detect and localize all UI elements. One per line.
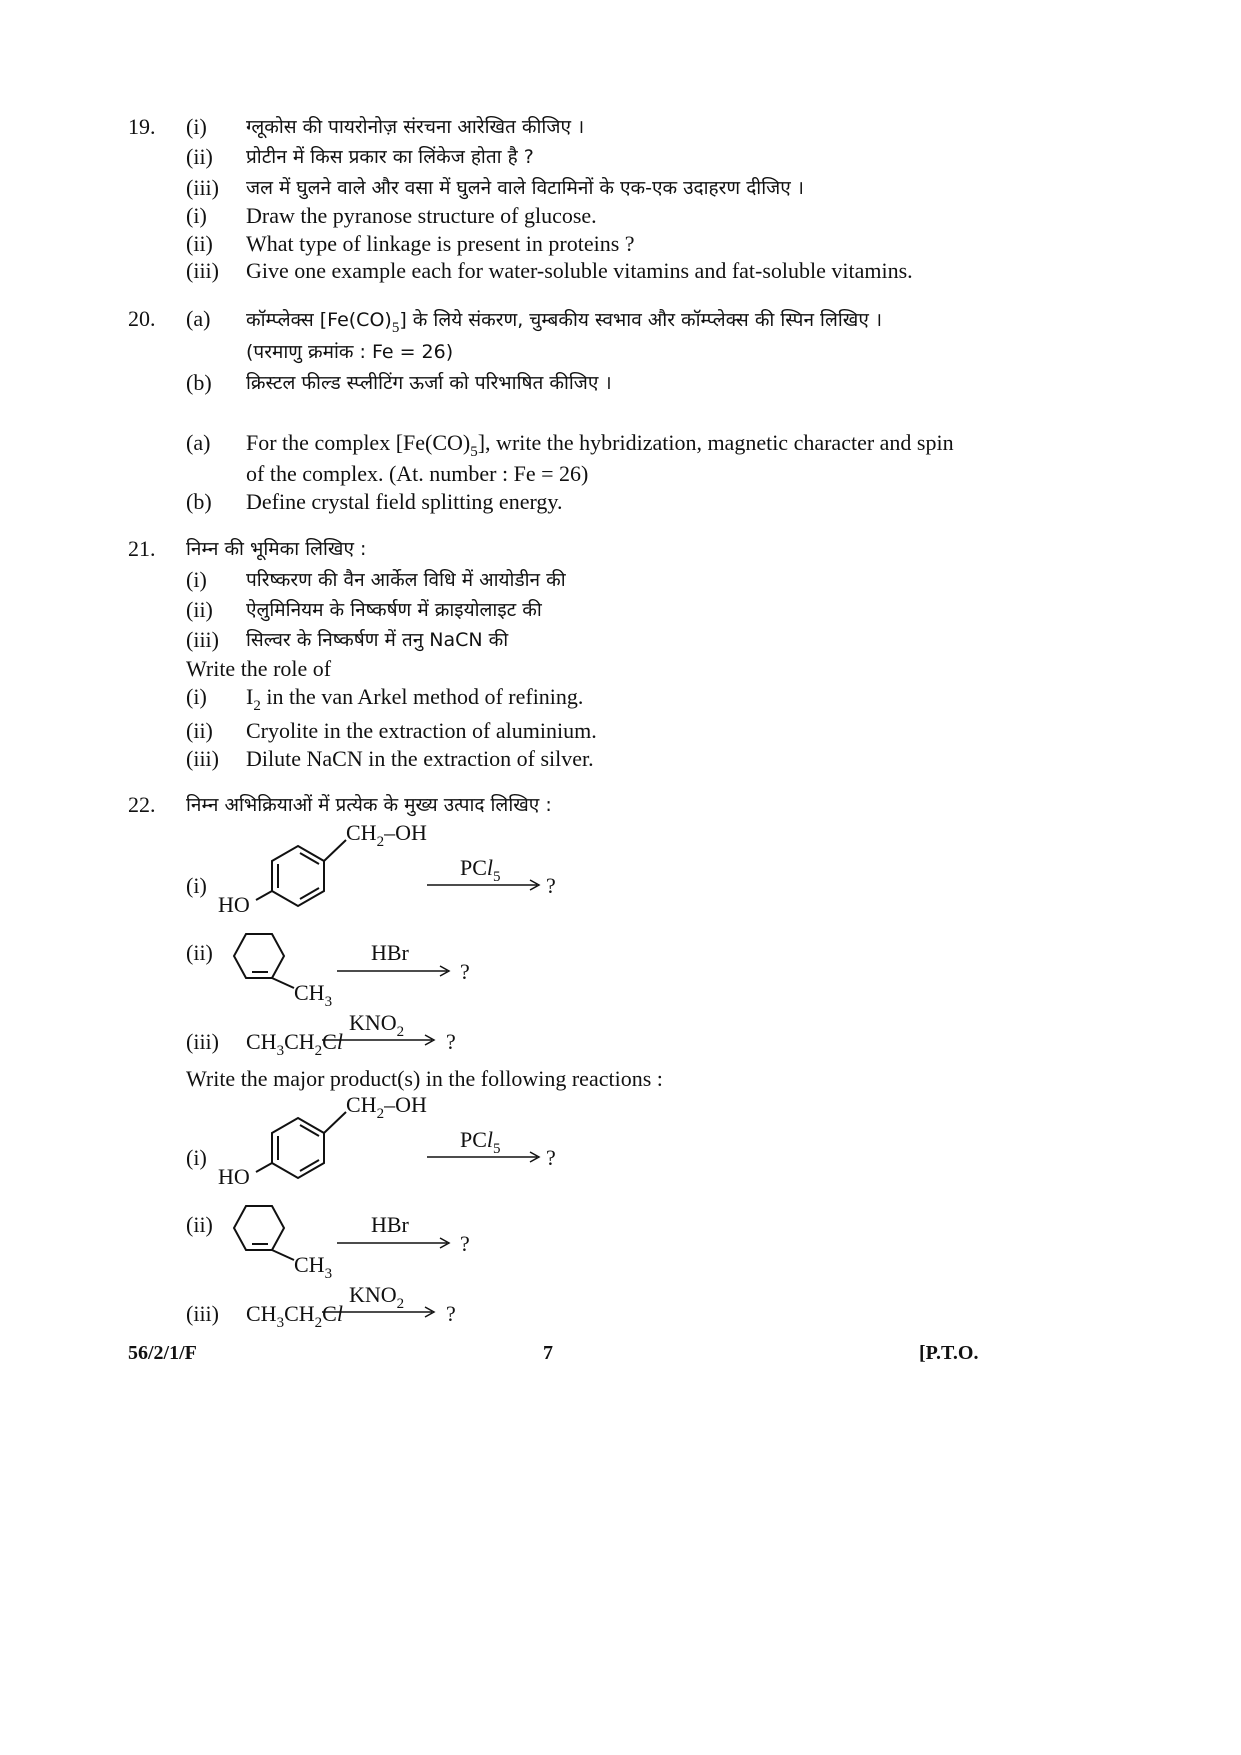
kno2-sub: 2 (396, 1024, 405, 1040)
q19-hi-iii-label: (iii) (186, 175, 219, 200)
q22-hi-r1-ch2oh (346, 820, 427, 849)
kno2-pre: KNO (349, 1010, 397, 1035)
q21-en-i-post: in the van Arkel method of refining. (260, 684, 584, 709)
ch3-sub: 3 (324, 1266, 333, 1282)
q20-en-b-text: Define crystal field splitting energy. (246, 489, 563, 514)
kno2-sub: 2 (396, 1296, 405, 1312)
q20-number: 20. (128, 306, 156, 331)
pcl-pre: PC (460, 1127, 487, 1152)
pcl-sub: 5 (493, 869, 501, 885)
ch2oh-sub: 2 (376, 834, 385, 850)
q19-number: 19. (128, 114, 156, 139)
ch2oh-post: –OH (384, 1092, 427, 1117)
ch3-pre: CH (294, 1252, 325, 1277)
ch2oh-sub: 2 (376, 1106, 385, 1122)
paper-code: 56/2/1/F (128, 1342, 197, 1364)
pcl-l: l (486, 1127, 494, 1152)
q20-hi-a-label: (a) (186, 306, 211, 331)
r3-a: CH (246, 1029, 277, 1054)
q22-en-r1-ho: HO (218, 1164, 250, 1189)
r3-s1: 3 (276, 1315, 285, 1331)
q22-hi-r1-label: (i) (186, 873, 207, 898)
q22-en-r2-question: ? (460, 1231, 470, 1256)
q21-hi-iii-label: (iii) (186, 627, 219, 652)
q21-hi-i-text: परिष्करण की वैन आर्केल विधि में आयोडीन की (246, 569, 566, 591)
q19-hi-i-label: (i) (186, 114, 207, 139)
q22-hi-r2-question: ? (460, 959, 470, 984)
ch3-pre: CH (294, 980, 325, 1005)
r3-s2: 2 (314, 1315, 323, 1331)
pto-mark: [P.T.O. (919, 1342, 979, 1364)
q19-en-ii-text: What type of linkage is present in proteins ? (246, 231, 635, 256)
reaction-arrow-icon (322, 1033, 438, 1047)
q22-hi-r2-label: (ii) (186, 940, 213, 965)
pcl-pre: PC (460, 855, 487, 880)
q19-en-iii-text: Give one example each for water-soluble vitamins and fat-soluble vitamins. (246, 258, 913, 283)
q20-en-a-pre: For the complex [Fe(CO) (246, 430, 471, 455)
q20-hi-a-line2: (परमाणु क्रमांक : Fe = 26) (246, 341, 454, 363)
r3-c: C (322, 1301, 337, 1326)
q21-hi-intro: निम्न की भूमिका लिखिए : (186, 538, 367, 560)
reaction-arrow-icon (337, 964, 453, 978)
q21-en-i-text (246, 684, 583, 713)
q21-en-ii-label: (ii) (186, 718, 213, 743)
q20-hi-a-pre: कॉम्प्लेक्स [Fe(CO) (246, 309, 392, 331)
reaction-arrow-icon (337, 1236, 453, 1250)
ch2oh-pre: CH (346, 1092, 377, 1117)
q20-hi-a-post: ] के लिये संकरण, चुम्बकीय स्वभाव और कॉम्प्लेक्स की स्पिन लिखिए । (399, 309, 883, 331)
q20-en-a-sub: 5 (470, 444, 478, 460)
reaction-arrow-icon (427, 878, 543, 892)
q19-en-ii-label: (ii) (186, 231, 213, 256)
q21-hi-i-label: (i) (186, 567, 207, 592)
q20-hi-a-text (246, 306, 882, 335)
r3-l: l (336, 1029, 343, 1054)
q20-hi-a-sub: 5 (391, 320, 400, 336)
q21-hi-ii-text: ऐलुमिनियम के निष्कर्षण में क्राइयोलाइट की (246, 599, 542, 621)
ch3-sub: 3 (324, 994, 333, 1010)
q22-en-r2-reagent: HBr (371, 1212, 409, 1237)
q22-hi-intro: निम्न अभिक्रियाओं में प्रत्येक के मुख्य उत्पाद लिखिए : (186, 794, 552, 816)
r3-c: C (322, 1029, 337, 1054)
r3-l: l (336, 1301, 343, 1326)
kno2-pre: KNO (349, 1282, 397, 1307)
q20-en-b-label: (b) (186, 489, 212, 514)
q21-en-iii-label: (iii) (186, 746, 219, 771)
q19-en-iii-label: (iii) (186, 258, 219, 283)
r3-s2: 2 (314, 1043, 323, 1059)
q21-en-i-sub: 2 (253, 698, 261, 714)
q22-en-r3-label: (iii) (186, 1301, 219, 1326)
q21-hi-ii-label: (ii) (186, 597, 213, 622)
q19-hi-iii-text: जल में घुलने वाले और वसा में घुलने वाले विटामिनों के एक-एक उदाहरण दीजिए । (246, 177, 804, 199)
r3-a: CH (246, 1301, 277, 1326)
q20-hi-b-text: क्रिस्टल फील्ड स्प्लीटिंग ऊर्जा को परिभाषित कीजिए । (246, 372, 612, 394)
q21-number: 21. (128, 536, 156, 561)
q22-en-r1-label: (i) (186, 1145, 207, 1170)
pcl-l: l (486, 855, 494, 880)
r3-b: CH (284, 1301, 315, 1326)
r3-b: CH (284, 1029, 315, 1054)
q21-en-ii-text: Cryolite in the extraction of aluminium. (246, 718, 597, 743)
q20-en-a-line2: of the complex. (At. number : Fe = 26) (246, 461, 589, 486)
ch2oh-pre: CH (346, 820, 377, 845)
q22-hi-r2-reagent: HBr (371, 940, 409, 965)
page-number: 7 (543, 1342, 553, 1364)
q22-hi-r3-question: ? (446, 1029, 456, 1054)
q20-en-a-post: ], write the hybridization, magnetic character and spin (477, 430, 954, 455)
q21-en-i-pre: I (246, 684, 254, 709)
r3-s1: 3 (276, 1043, 285, 1059)
q20-hi-b-label: (b) (186, 370, 212, 395)
q19-hi-ii-label: (ii) (186, 144, 213, 169)
q22-en-intro: Write the major product(s) in the following reactions : (186, 1066, 663, 1091)
q22-en-r1-question: ? (546, 1145, 556, 1170)
q19-hi-ii-text: प्रोटीन में किस प्रकार का लिंकेज होता है ? (246, 146, 534, 168)
pcl-sub: 5 (493, 1141, 501, 1157)
q19-en-i-label: (i) (186, 203, 207, 228)
q22-hi-r2-ch3 (294, 980, 332, 1009)
q22-hi-r1-question: ? (546, 873, 556, 898)
ch2oh-post: –OH (384, 820, 427, 845)
q21-en-i-label: (i) (186, 684, 207, 709)
q22-en-r2-label: (ii) (186, 1212, 213, 1237)
q21-en-intro: Write the role of (186, 656, 332, 681)
q19-en-i-text: Draw the pyranose structure of glucose. (246, 203, 597, 228)
q21-hi-iii-text: सिल्वर के निष्कर्षण में तनु NaCN की (246, 629, 509, 651)
q22-hi-r3-label: (iii) (186, 1029, 219, 1054)
reaction-arrow-icon (427, 1150, 543, 1164)
q22-en-r3-question: ? (446, 1301, 456, 1326)
q22-number: 22. (128, 792, 156, 817)
reaction-arrow-icon (322, 1305, 438, 1319)
q20-en-a-label: (a) (186, 430, 211, 455)
q22-hi-r1-ho: HO (218, 892, 250, 917)
q20-en-a-text (246, 430, 954, 459)
q22-en-r1-ch2oh (346, 1092, 427, 1121)
q22-en-r2-ch3 (294, 1252, 332, 1281)
q21-en-iii-text: Dilute NaCN in the extraction of silver. (246, 746, 594, 771)
q19-hi-i-text: ग्लूकोस की पायरोनोज़ संरचना आरेखित कीजिए । (246, 116, 585, 138)
